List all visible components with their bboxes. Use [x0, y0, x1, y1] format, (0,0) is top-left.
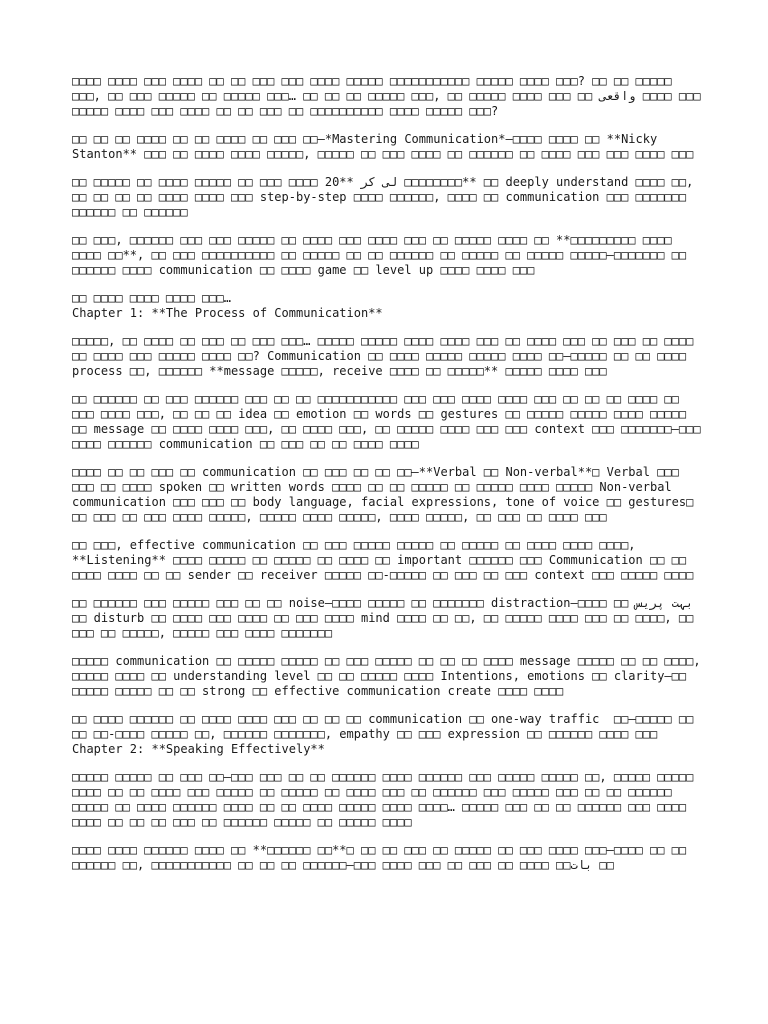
chapter-1-paragraph-1: □□□□□, □□ □□□□ □□ □□□ □□ □□□ □□□… □□□□□ □□□□□ □□□□ □□□□ □□□ □□ □□□□ □□□ □□ □□□ □□ □□□□ □□ □□□□ □□□ □□□□□ □□□□ □□? Communication □□ □□□□ □□□□□ □□□□□ □□□□ □□—□□□□□ □□ □□ □□□□ process □□, □□□□□□ **message □□□□□, receive □□□□ □□ □□□□□** □□□□□ □□□□ □□□	[72, 334, 701, 378]
intro-paragraph-5: □□ □□□□ □□□□ □□□□ □□□…	[72, 291, 231, 305]
chapter-2-heading: Chapter 2: **Speaking Effectively**	[72, 742, 325, 756]
intro-paragraph-2: □□ □□ □□ □□□□ □□ □□ □□□□ □□ □□□ □□—*Mastering Communication*—□□□□ □□□□ □□ **Nicky Stanton** □□□ □□ □□□□ □□□□ □□□□□, □□□□□ □□ □□□ □□□□ □□ □□□□□□ □□ □□□□ □□□ □□□ □□□□ □□□	[72, 132, 694, 161]
chapter-1-paragraph-4: □□ □□□, effective communication □□ □□□ □□□□□ □□□□□ □□ □□□□□ □□ □□□□ □□□□ □□□□, **Listening** □□□□ □□□□□ □□ □□□□□ □□ □□□□ □□ important □□□□□□ □□□ Communication □□ □□ □□□□ □□□□ □□ □□ sender □□ receiver □□□□□ □□-□□□□□ □□ □□□ □□ □□□ context □□□ □□□□□ □□□□	[72, 538, 694, 582]
chapter-2-paragraph-2: □□□□ □□□□ □□□□□□ □□□□ □□ **□□□□□□ □□**□ □□ □□ □□□ □□ □□□□□ □□ □□□ □□□□ □□□—□□□□ □□ □□ □□□□□□ □□, □□□□□□□□□□□ □□ □□ □□ □□□□□□—□□□ □□□□ □□□ □□ □□□ □□ □□□□ □□بات □□	[72, 843, 694, 872]
chapter-1-paragraph-6: □□□□□ communication □□ □□□□□ □□□□□ □□ □□□ □□□□□ □□ □□ □□ □□□□ message □□□□□ □□ □□ □□□□, □□□□□ □□□□ □□ understanding level □□ □□ □□□□□ □□□□ Intentions, emotions □□ clarity—□□ □□□□□ □□□□□ □□ □□ strong □□ effective communication create □□□□ □□□□	[72, 654, 715, 698]
chapter-1-paragraph-2: □□ □□□□□□ □□ □□□ □□□□□□ □□□ □□ □□ □□□□□□□□□□□ □□□ □□□ □□□□ □□□□ □□□ □□ □□ □□ □□□□ □□ □□□ □□□□ □□□, □□ □□ □□ idea □□ emotion □□ words □□ gestures □□ □□□□□ □□□□□ □□□□ □□□□□ □□ message □□ □□□□ □□□□ □□□, □□ □□□□ □□□, □□ □□□□□ □□□□ □□□ □□□ context □□□ □□□□□□□—□□□ □□□□ □□□□□□ communication □□ □□□ □□ □□ □□□□ □□□□	[72, 392, 708, 451]
intro-paragraph-4: □□ □□□, □□□□□□ □□□ □□□ □□□□□ □□ □□□□ □□□ □□□□ □□□ □□ □□□□□ □□□□ □□ **□□□□□□□□□ □□□□ □□□□ □□**, □□ □□□ □□□□□□□□□□ □□ □□□□□ □□ □□ □□□□□□ □□ □□□□□ □□ □□□□□ □□□□□—□□□□□□□ □□ □□□□□□ □□□□ communication □□ □□□□ game □□ level up □□□□ □□□□ □□□	[72, 233, 694, 277]
chapter-2-paragraph-1: □□□□□ □□□□□ □□ □□□ □□—□□□ □□□ □□ □□ □□□□□□ □□□□ □□□□□□ □□□ □□□□□ □□□□□ □□, □□□□□ □□□□□ □□□□ □□ □□ □□□□ □□□ □□□□□ □□ □□□□□ □□ □□□□ □□□ □□ □□□□□□ □□□ □□□□□ □□□ □□ □□ □□□□□□ □□□□□ □□ □□□□ □□□□□□ □□□□ □□ □□ □□□□ □□□□□ □□□□ □□□□… □□□□□ □□□ □□ □□ □□□□□□ □□□ □□□□ □□□□ □□ □□ □□ □□□ □□ □□□□□□ □□□□□ □□ □□□□□ □□□□	[72, 770, 701, 829]
chapter-1-paragraph-3: □□□□ □□ □□ □□□ □□ communication □□ □□□ □□ □□ □□—**Verbal □□ Non-verbal**□ Verbal □□□ □□□ □□ □□□□ spoken □□ written words □□□□ □□ □□ □□□□□ □□ □□□□□ □□□□ □□□□□ Non-verbal communication □□□ □□□ □□ body language, facial expressions, tone of voice □□ gestures□ □□ □□□ □□ □□□ □□□□ □□□□□, □□□□□ □□□□ □□□□□, □□□□ □□□□□, □□ □□□ □□ □□□□ □□□	[72, 465, 701, 524]
chapter-1-heading: Chapter 1: **The Process of Communication**	[72, 306, 383, 320]
chapter-1-paragraph-5: □□ □□□□□□ □□□ □□□□□ □□□ □□ □□ noise—□□□□ □□□□□ □□ □□□□□□□ distraction—□□□□ □□ بہت پریس □□ disturb □□ □□□□ □□□ □□□□ □□ □□□ □□□□ mind □□□□ □□ □□, □□ □□□□□ □□□□ □□□ □□ □□□□, □□ □□□ □□ □□□□□, □□□□□ □□□ □□□□ □□□□□□□	[72, 596, 701, 640]
intro-paragraph-3: □□ □□□□□ □□ □□□□ □□□□□ □□ □□□ □□□□ 20** لی کر □□□□□□□□** □□ deeply understand □□□□ □□, □□ □□ □□ □□ □□□□ □□□□ □□□ step-by-step □□□□ □□□□□□, □□□□ □□ communication □□□ □□□□□□□ □□□□□□ □□ □□□□□□	[72, 175, 701, 219]
intro-paragraph-1: □□□□ □□□□ □□□ □□□□ □□ □□ □□□ □□□ □□□□ □□□□□ □□□□□□□□□□□ □□□□□ □□□□ □□□? □□ □□ □□□□□ □□□, □□ □□□ □□□□□ □□ □□□□□ □□□… □□ □□ □□ □□□□□ □□□, □□ □□□□□ □□□□ □□□ □□ واقعی □□□□ □□□ □□□□□ □□□□ □□□ □□□□ □□ □□ □□□ □□ □□□□□□□□□□ □□□□ □□□□□ □□□?	[72, 74, 708, 118]
chapter-1-paragraph-7: □□ □□□□ □□□□□□ □□ □□□□ □□□□ □□□ □□ □□ □□ communication □□ one-way traffic □□—□□□□□ □□ □□ □□-□□□□ □□□□□ □□, □□□□□□ □□□□□□□, empathy □□ □□□ expression □□ □□□□□□ □□□□ □□□	[72, 712, 701, 741]
